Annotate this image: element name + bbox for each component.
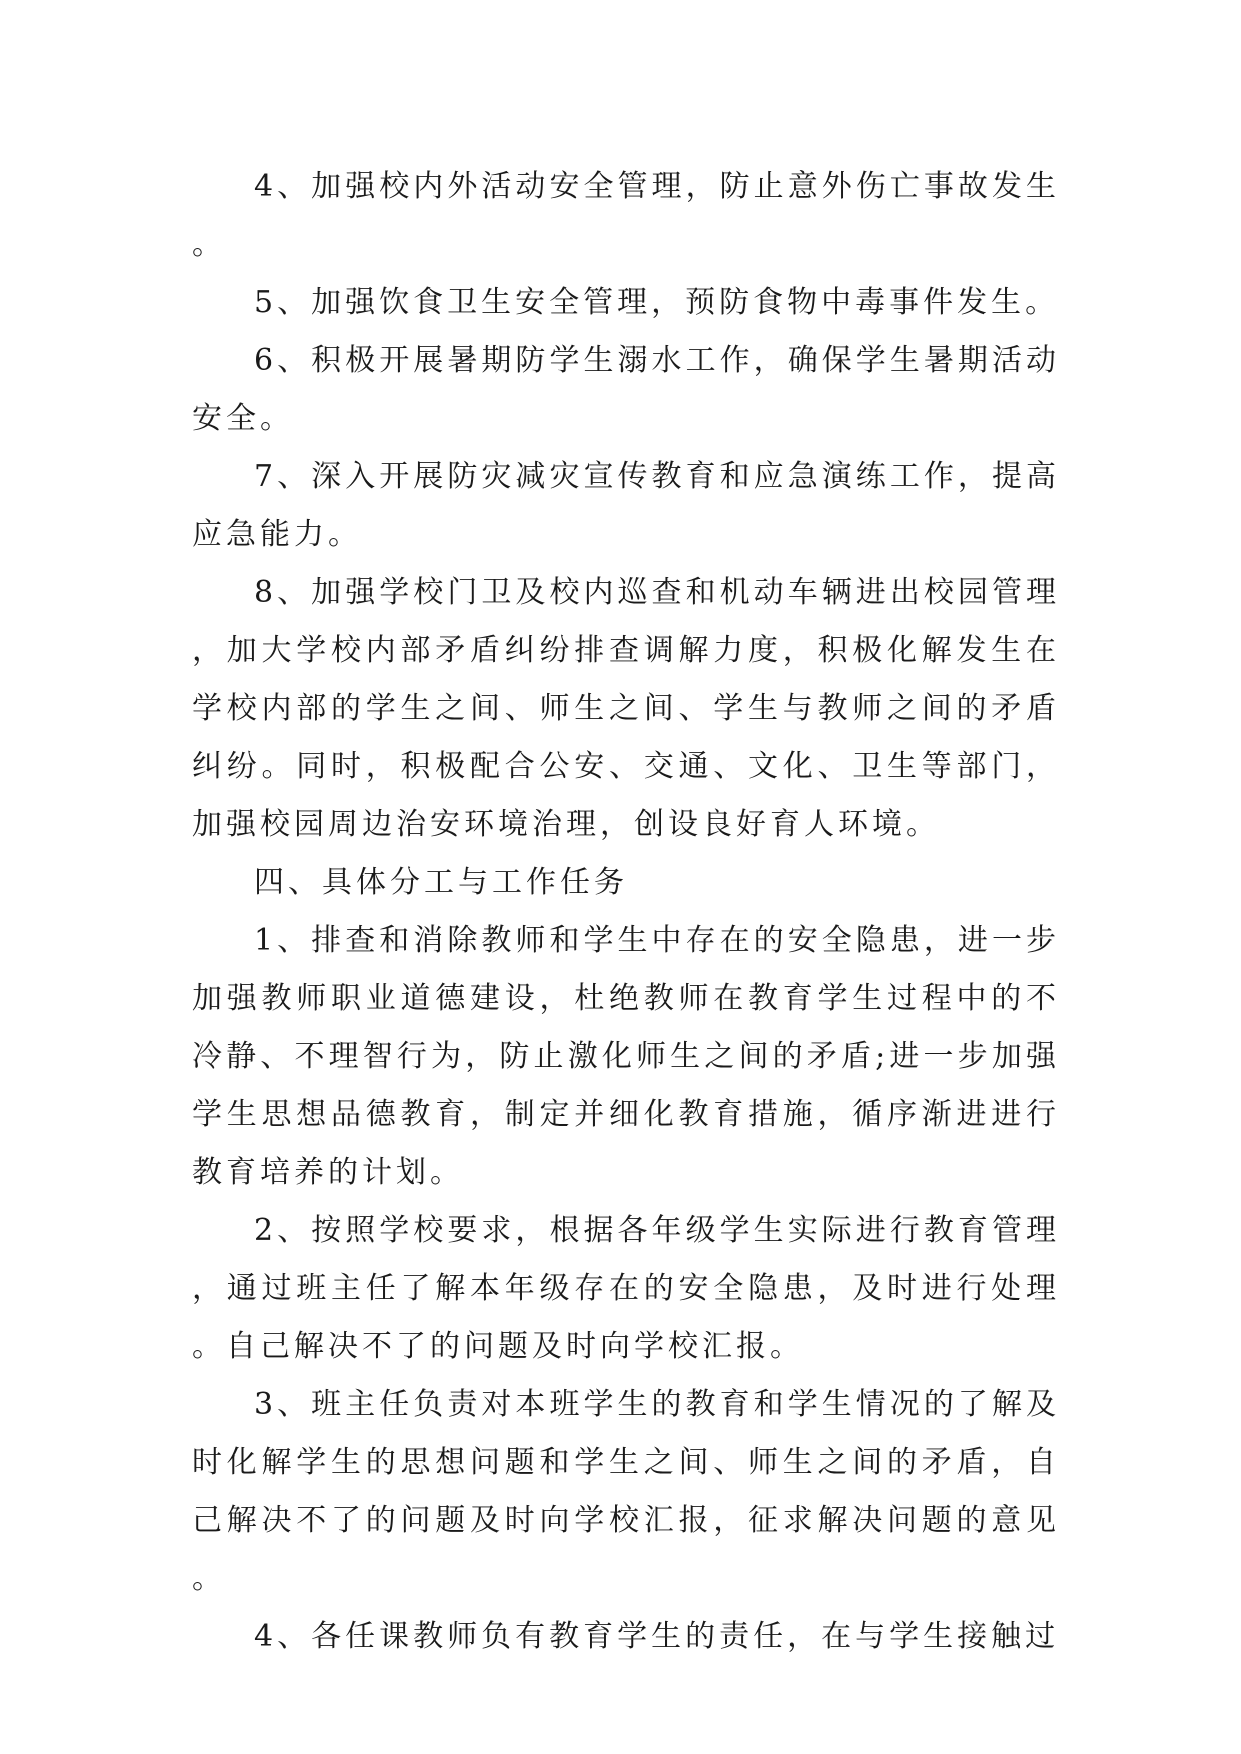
task-item-2: 2、按照学校要求，根据各年级学生实际进行教育管理，通过班主任了解本年级存在的安全隐患，及时进行处理。自己解决不了的问题及时向学校汇报。 — [192, 1213, 1060, 1364]
task-item-1: 1、排查和消除教师和学生中存在的安全隐患，进一步加强教师职业道德建设，杜绝教师在教育学生过程中的不冷静、不理智行为，防止激化师生之间的矛盾;进一步加强学生思想品德教育，制定并细化教育措施，循序渐进进行教育培养的计划。 — [192, 923, 1060, 1190]
paragraph-item-4: 4、加强校内外活动安全管理，防止意外伤亡事故发生。 — [192, 169, 1060, 262]
document-body — [192, 158, 1060, 1666]
paragraph-item-7: 7、深入开展防灾减灾宣传教育和应急演练工作，提高应急能力。 — [192, 459, 1060, 552]
paragraph-item-5: 5、加强饮食卫生安全管理，预防食物中毒事件发生。 — [254, 285, 1060, 320]
section-heading: 四、具体分工与工作任务 — [254, 865, 628, 900]
paragraph-item-8: 8、加强学校门卫及校内巡查和机动车辆进出校园管理，加大学校内部矛盾纠纷排查调解力度，积极化解发生在学校内部的学生之间、师生之间、学生与教师之间的矛盾纠纷。同时，积极配合公安、交通、文化、卫生等部门，加强校园周边治安环境治理，创设良好育人环境。 — [192, 575, 1060, 842]
paragraph-item-6: 6、积极开展暑期防学生溺水工作，确保学生暑期活动安全。 — [192, 343, 1060, 436]
task-item-3: 3、班主任负责对本班学生的教育和学生情况的了解及时化解学生的思想问题和学生之间、师生之间的矛盾，自己解决不了的问题及时向学校汇报，征求解决问题的意见。 — [192, 1387, 1060, 1596]
task-item-4: 4、各任课教师负有教育学生的责任，在与学生接触过 — [254, 1619, 1060, 1654]
